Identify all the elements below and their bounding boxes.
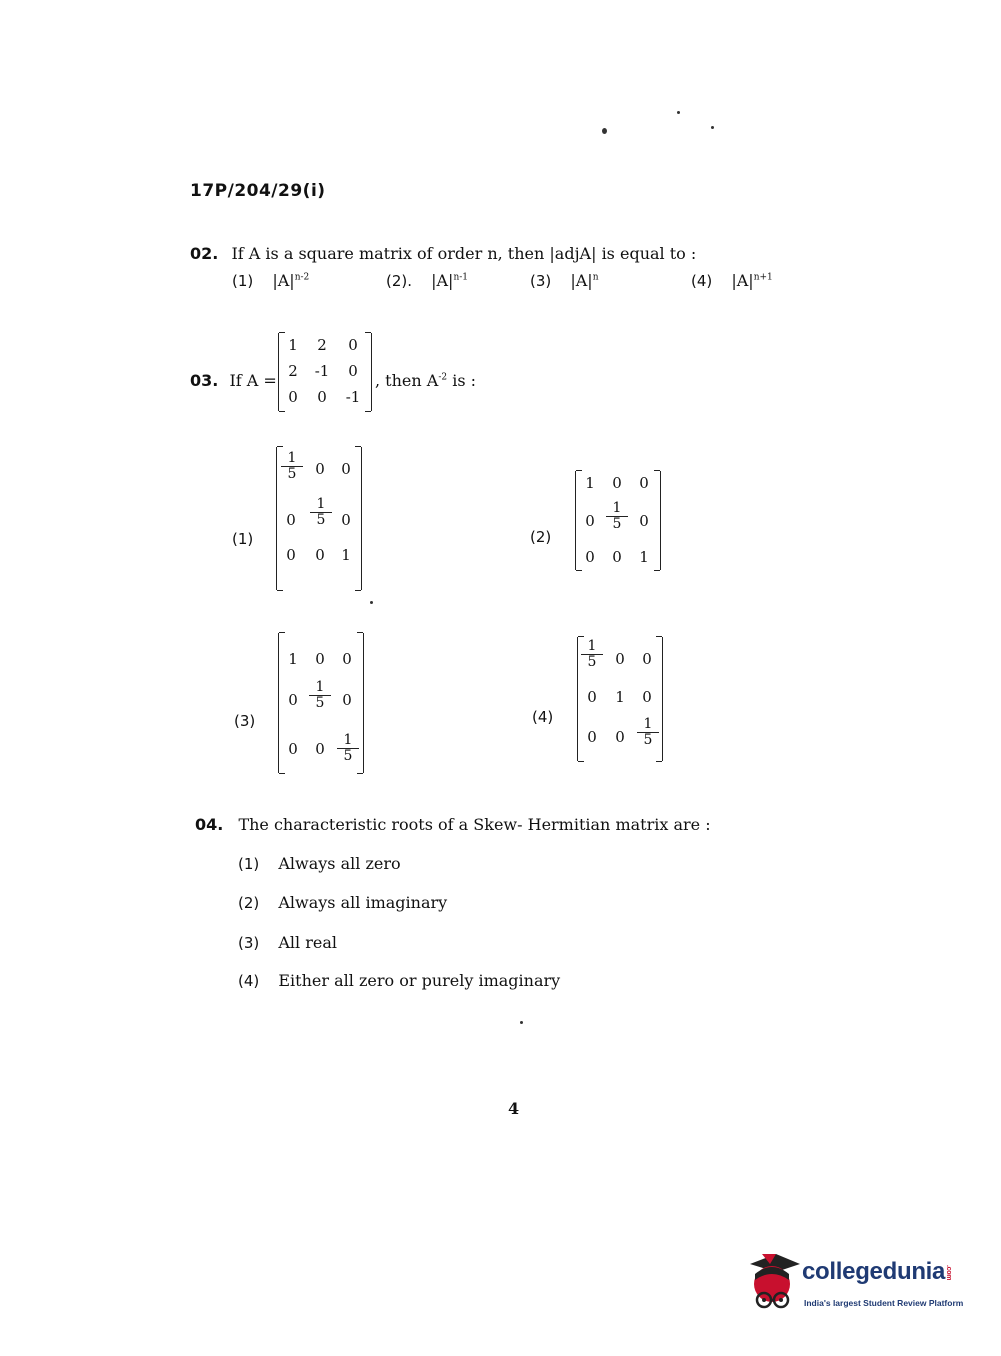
paper-code: 17P/204/29(i)	[190, 181, 326, 201]
scan-speck	[677, 111, 680, 114]
q4-option-2: (2) Always all imaginary	[238, 893, 448, 912]
q3-option-4-matrix: $\frac{1}{5}$ 0 0 0 1 0 0 0 $\frac{1}{5}$	[577, 637, 663, 761]
q4-option-3: (3) All real	[238, 933, 337, 952]
q2-option-3: (3) $|A|^n$	[530, 271, 599, 290]
scan-speck	[370, 601, 373, 604]
q3-option-1-matrix: $\frac{1}{5}$ 0 0 0 $\frac{1}{5}$ 0 0 0 1	[276, 447, 362, 590]
question-3-suffix: , then $A^{-2}$ is :	[375, 371, 476, 390]
mascot-icon	[742, 1250, 802, 1312]
q2-option-2: (2). $|A|^{n-1}$	[386, 271, 469, 290]
question-3: 03. If A =	[190, 371, 277, 390]
q3-option-1-label: (1)	[232, 530, 254, 548]
question-2	[190, 244, 696, 263]
scan-speck	[602, 128, 607, 134]
question-number: 04.	[195, 815, 224, 834]
q2-option-1: (1) $|A|^{n-2}$	[232, 271, 310, 290]
scan-speck	[520, 1021, 523, 1024]
logo-tagline: India's largest Student Review Platform	[804, 1298, 964, 1308]
q3-option-3-label: (3)	[234, 712, 256, 730]
matrix-a: 1 2 0 2 -1 0 0 0 -1	[278, 333, 372, 411]
question-number: 02.	[190, 244, 219, 263]
question-4	[195, 815, 711, 834]
q4-option-1: (1) Always all zero	[238, 854, 401, 873]
q2-option-4: (4) $|A|^{n+1}$	[691, 271, 773, 290]
question-number: 03.	[190, 371, 219, 390]
logo-wordmark: collegedunia.com	[802, 1258, 953, 1285]
page-number: 4	[508, 1099, 520, 1118]
collegedunia-logo	[742, 1250, 972, 1320]
q3-option-2-matrix: 1 0 0 0 $\frac{1}{5}$ 0 0 0 1	[575, 471, 661, 570]
q3-option-2-label: (2)	[530, 528, 552, 546]
question-stem: If A is a square matrix of order n, then |adjA| is equal to :	[231, 244, 697, 263]
question-stem: The characteristic roots of a Skew- Hermitian matrix are :	[238, 815, 711, 834]
q3-option-4-label: (4)	[532, 708, 554, 726]
q4-option-4: (4) Either all zero or purely imaginary	[238, 971, 561, 990]
q3-option-3-matrix: 1 0 0 0 $\frac{1}{5}$ 0 0 0 $\frac{1}{5}$	[278, 633, 364, 773]
scan-speck	[711, 126, 714, 129]
